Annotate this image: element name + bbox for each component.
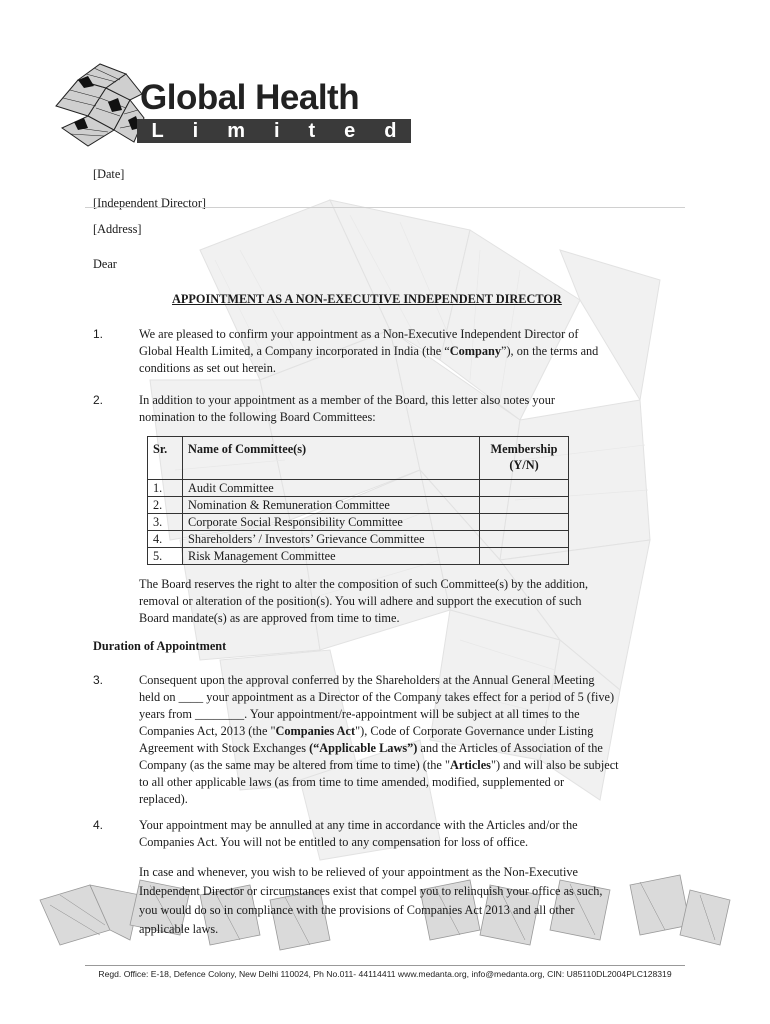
table-row bbox=[148, 548, 569, 565]
defined-term: (“Applicable Laws”) bbox=[309, 741, 418, 755]
board-mandate-text bbox=[139, 576, 676, 627]
cell-membership bbox=[480, 480, 569, 497]
clause-line: Your appointment may be annulled at any time in accordance with the Articles and/or the bbox=[139, 818, 578, 832]
header-membership-yn: (Y/N) bbox=[509, 458, 539, 472]
clause-line: Global Health Limited, a Company incorporated in India (the “ bbox=[139, 344, 450, 358]
cell-committee-name: Shareholders’ / Investors’ Grievance Committee bbox=[183, 531, 480, 548]
cell-committee-name: Risk Management Committee bbox=[183, 548, 480, 565]
header-sr: Sr. bbox=[148, 437, 183, 480]
clause-line: Company (as the same may be altered from time to time) (the " bbox=[139, 758, 450, 772]
address-field: [Address] bbox=[93, 222, 142, 236]
clause-4-text bbox=[139, 817, 676, 851]
clause-2-text bbox=[139, 392, 676, 426]
clause-line: We are pleased to confirm your appointment as a Non-Executive Independent Director of bbox=[139, 327, 579, 341]
para-line: Board mandate(s) as are approved from time to time. bbox=[139, 611, 400, 625]
footer-registered-office: Regd. Office: E-18, Defence Colony, New Delhi 110024, Ph No.011- 44114411 www.medanta.org, info@medanta.org, CIN: U85110DL2004PLC128319 bbox=[98, 969, 672, 979]
clause-line: Companies Act. You will not be entitled to any compensation for loss of office. bbox=[139, 835, 529, 849]
clause-line: "), Code of Corporate Governance under Listing bbox=[355, 724, 594, 738]
logo-letter: i bbox=[273, 119, 280, 142]
para-line: The Board reserves the right to alter the composition of such Committee(s) by the addition, bbox=[139, 577, 589, 591]
cell-sr: 1. bbox=[148, 480, 183, 497]
clause-line: In case and whenever, you wish to be relieved of your appointment as the Non-Executive bbox=[139, 865, 578, 879]
clause-line: years from ________. Your appointment/re-appointment will be subject at all times to the bbox=[139, 707, 580, 721]
clause-line: ") and will also be subject bbox=[490, 758, 619, 772]
clause-line: Companies Act, 2013 (the " bbox=[139, 724, 276, 738]
logo-letter: m bbox=[227, 119, 245, 142]
divider bbox=[85, 207, 685, 208]
cell-membership bbox=[480, 514, 569, 531]
salutation: Dear bbox=[93, 257, 117, 271]
clause-number: 4. bbox=[93, 818, 104, 832]
clause-line: and the Articles of Association of the bbox=[417, 741, 603, 755]
cell-membership bbox=[480, 548, 569, 565]
logo-letter: t bbox=[308, 119, 316, 142]
header-membership bbox=[480, 437, 569, 480]
footer-divider bbox=[85, 965, 685, 966]
director-field: [Independent Director] bbox=[93, 196, 207, 210]
committee-table bbox=[147, 436, 569, 565]
clause-line: Agreement with Stock Exchanges bbox=[139, 741, 310, 755]
clause-line: to all other applicable laws (as from time to time amended, modified, supplemented or bbox=[139, 775, 565, 789]
cell-sr: 3. bbox=[148, 514, 183, 531]
table-row bbox=[148, 497, 569, 514]
clause-line: conditions as set out herein. bbox=[139, 361, 276, 375]
cell-membership bbox=[480, 497, 569, 514]
clause-4-relief-text bbox=[139, 863, 676, 939]
letter-title: APPOINTMENT AS A NON-EXECUTIVE INDEPENDENT DIRECTOR bbox=[172, 292, 562, 306]
cell-sr: 5. bbox=[148, 548, 183, 565]
clause-line: you would do so in compliance with the provisions of Companies Act 2013 and all other bbox=[139, 903, 575, 917]
clause-number: 2. bbox=[93, 393, 104, 407]
clause-line: ”), on the terms and bbox=[501, 344, 599, 358]
logo-limited-bar bbox=[137, 119, 411, 143]
logo-letter: i bbox=[192, 119, 199, 142]
clause-line: Independent Director or circumstances exist that compel you to relinquish your office as such, bbox=[139, 884, 603, 898]
clause-3-text bbox=[139, 672, 676, 808]
logo-letter: d bbox=[384, 119, 397, 142]
logo-letter: L bbox=[151, 119, 164, 142]
para-line: removal or alteration of the position(s). You will adhere and support the execution of such bbox=[139, 594, 582, 608]
logo-letter: e bbox=[344, 119, 356, 142]
cell-committee-name: Corporate Social Responsibility Committee bbox=[183, 514, 480, 531]
cell-committee-name: Audit Committee bbox=[183, 480, 480, 497]
defined-term: Articles bbox=[449, 758, 491, 772]
clause-number: 3. bbox=[93, 673, 104, 687]
clause-line: In addition to your appointment as a member of the Board, this letter also notes your bbox=[139, 393, 555, 407]
cell-membership bbox=[480, 531, 569, 548]
cell-sr: 2. bbox=[148, 497, 183, 514]
clause-line: replaced). bbox=[139, 792, 188, 806]
header-membership-label: Membership bbox=[490, 442, 558, 456]
clause-line: applicable laws. bbox=[139, 922, 219, 936]
clause-line: nomination to the following Board Committees: bbox=[139, 410, 376, 424]
clause-1-text bbox=[139, 326, 676, 377]
clause-number: 1. bbox=[93, 327, 104, 341]
defined-term: Companies Act bbox=[275, 724, 356, 738]
table-header-row bbox=[148, 437, 569, 480]
table-row bbox=[148, 514, 569, 531]
table-row bbox=[148, 531, 569, 548]
clause-line: held on ____ your appointment as a Director of the Company takes effect for a period of 5 (five) bbox=[139, 690, 615, 704]
cell-committee-name: Nomination & Remuneration Committee bbox=[183, 497, 480, 514]
clause-line: Consequent upon the approval conferred by the Shareholders at the Annual General Meeting bbox=[139, 673, 595, 687]
table-row bbox=[148, 480, 569, 497]
defined-term: Company bbox=[449, 344, 501, 358]
duration-heading: Duration of Appointment bbox=[93, 639, 227, 653]
header-committee-name: Name of Committee(s) bbox=[183, 437, 480, 480]
date-field: [Date] bbox=[93, 167, 125, 181]
logo-wordmark: Global Health bbox=[140, 78, 360, 117]
cell-sr: 4. bbox=[148, 531, 183, 548]
